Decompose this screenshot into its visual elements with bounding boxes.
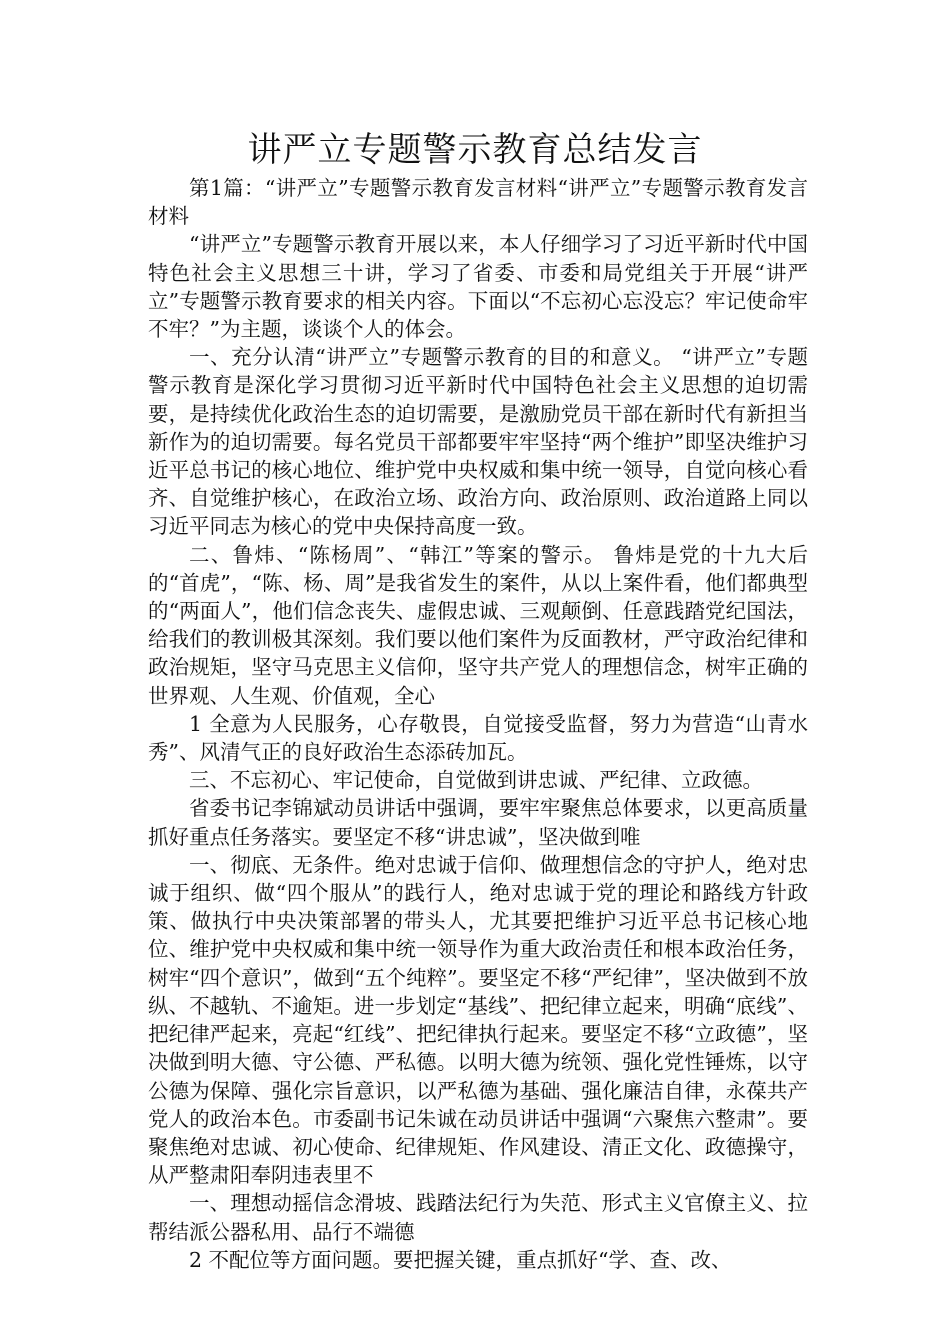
- document-title: 讲严立专题警示教育总结发言: [247, 130, 703, 170]
- paragraph: 省委书记李锦斌动员讲话中强调，要牢牢聚焦总体要求，以更高质量抓好重点任务落实。要坚定不移“讲忠诚”，坚决做到唯: [148, 796, 808, 849]
- paragraph: 2 不配位等方面问题。要把握关键，重点抓好“学、查、改、: [189, 1247, 732, 1272]
- paragraph: “讲严立”专题警示教育开展以来，本人仔细学习了习近平新时代中国特色社会主义思想三十讲，学习了省委、市委和局党组关于开展“讲严立”专题警示教育要求的相关内容。下面以“不忘初心忘没忘？牢记使命牢不牢？”为主题，谈谈个人的体会。: [148, 232, 808, 342]
- paragraph: 一、充分认清“讲严立”专题警示教育的目的和意义。 “讲严立”专题警示教育是深化学习贯彻习近平新时代中国特色社会主义思想的迫切需要，是持续优化政治生态的迫切需要，是激励党员干部在新时代有新担当新作为的迫切需要。每名党员干部都要牢牢坚持“两个维护”即坚决维护习近平总书记的核心地位、维护党中央权威和集中统一领导，自觉向核心看齐、自觉维护核心，在政治立场、政治方向、政治原则、政治道路上同以习近平同志为核心的党中央保持高度一致。: [148, 345, 808, 539]
- paragraph: 二、鲁炜、“陈杨周”、“韩江”等案的警示。 鲁炜是党的十九大后的“首虎”，“陈、杨、周”是我省发生的案件，从以上案件看，他们都典型的“两面人”，他们信念丧失、虚假忠诚、三观颠倒、任意践踏党纪国法，给我们的教训极其深刻。我们要以他们案件为反面教材，严守政治纪律和政治规矩，坚守马克思主义信仰，坚守共产党人的理想信念，树牢正确的世界观、人生观、价值观，全心: [148, 542, 808, 708]
- paragraph: 1 全意为人民服务，心存敬畏，自觉接受监督，努力为营造“山青水秀”、风清气正的良好政治生态添砖加瓦。: [148, 711, 808, 765]
- paragraph: 一、理想动摇信念滑坡、践踏法纪行为失范、形式主义官僚主义、拉帮结派公器私用、品行不端德: [148, 1191, 808, 1244]
- paragraph: 一、彻底、无条件。绝对忠诚于信仰、做理想信念的守护人，绝对忠诚于组织、做“四个服从”的践行人，绝对忠诚于党的理论和路线方针政策、做执行中央决策部署的带头人，尤其要把维护习近平总书记核心地位、维护党中央权威和集中统一领导作为重大政治责任和根本政治任务，树牢“四个意识”，做到“五个纯粹”。要坚定不移“严纪律”，坚决做到不放纵、不越轨、不逾矩。进一步划定“基线”、把纪律立起来，明确“底线”、把纪律严起来，亮起“红线”、把纪律执行起来。要坚定不移“立政德”，坚决做到明大德、守公德、严私德。以明大德为统领、强化党性锤炼，以守公德为保障、强化宗旨意识，以严私德为基础、强化廉洁自律，永葆共产党人的政治本色。市委副书记朱诚在动员讲话中强调“六聚焦六整肃”。要聚焦绝对忠诚、初心使命、纪律规矩、作风建设、清正文化、政德操守，从严整肃阳奉阴违表里不: [148, 852, 808, 1188]
- paragraph: 第1篇：“讲严立”专题警示教育发言材料“讲严立”专题警示教育发言材料: [148, 176, 808, 229]
- paragraph: 三、不忘初心、牢记使命，自觉做到讲忠诚、严纪律、立政德。: [189, 768, 763, 793]
- document-body: [148, 174, 808, 1274]
